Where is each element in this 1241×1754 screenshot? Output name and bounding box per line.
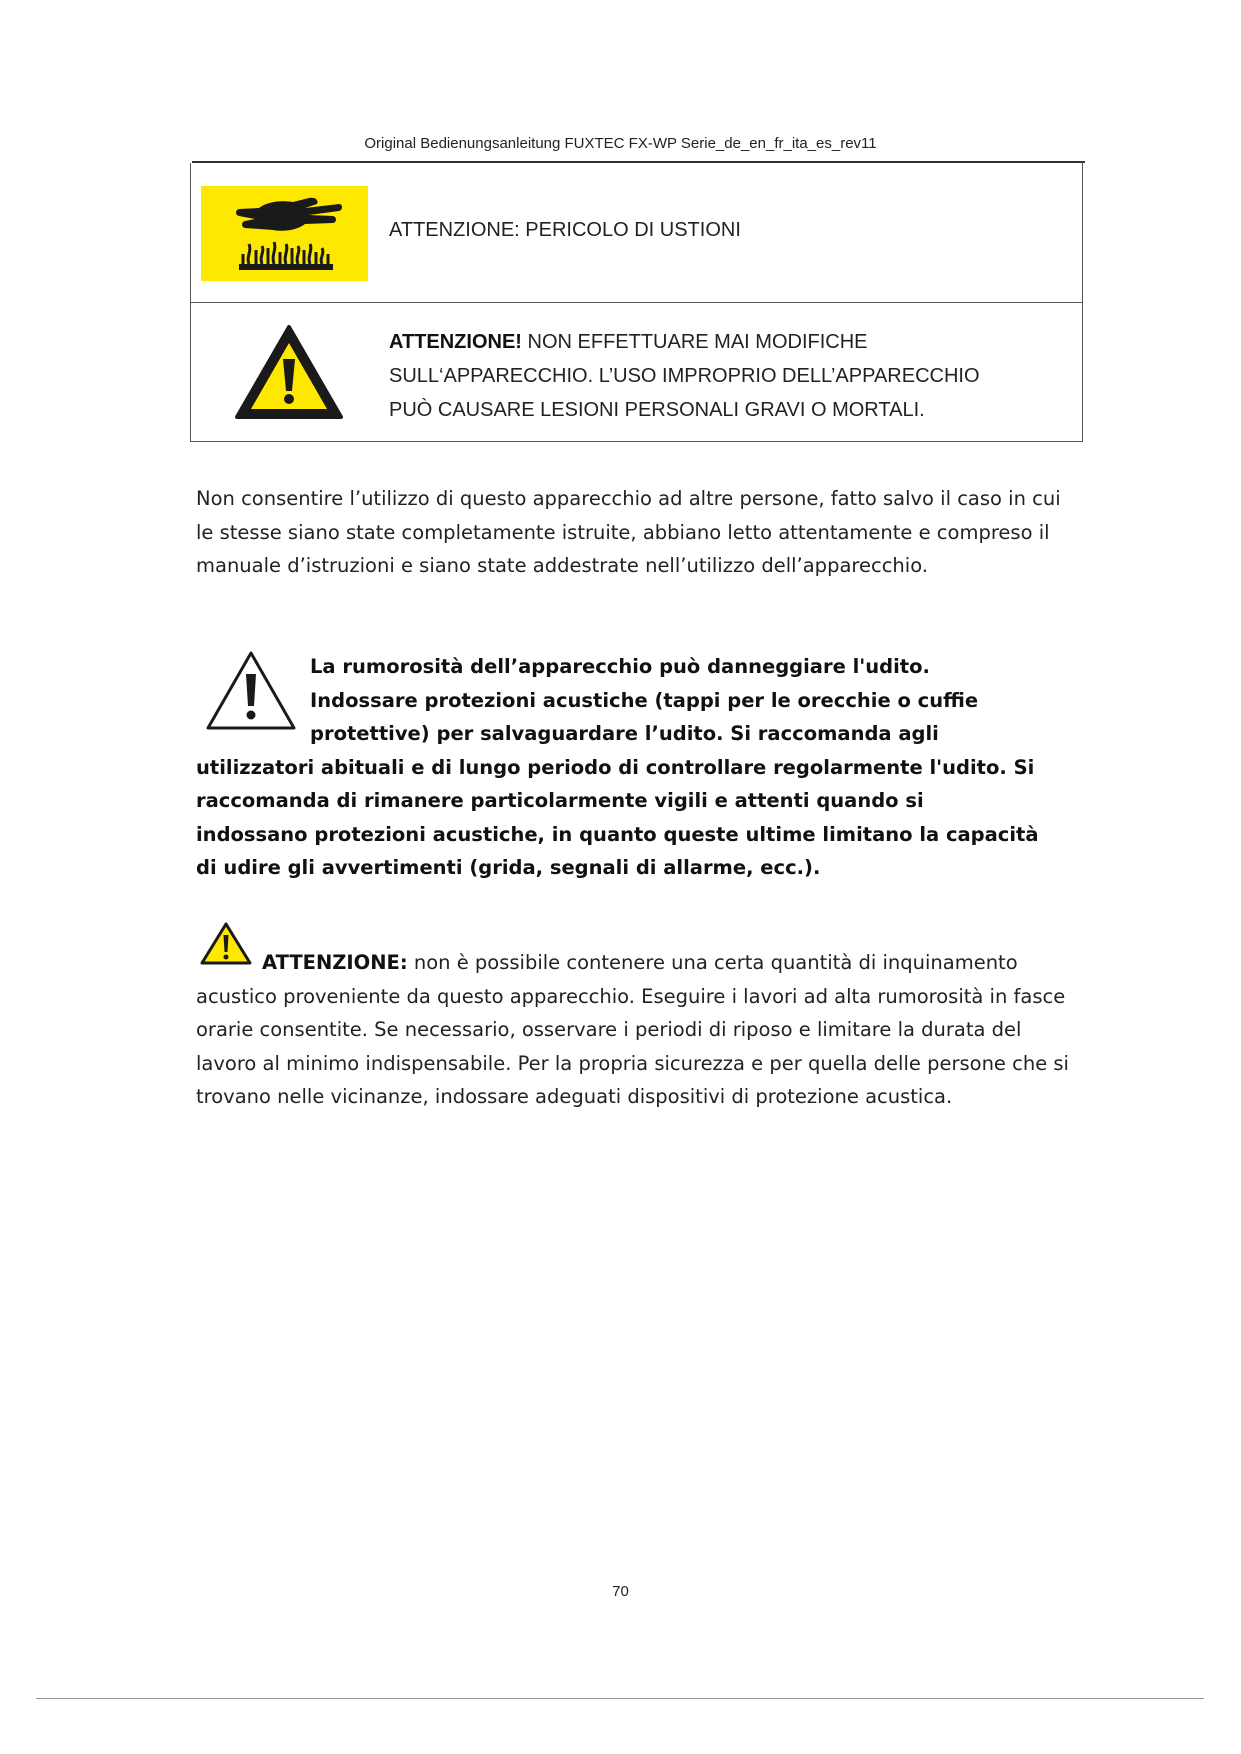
attention-lead: ATTENZIONE! <box>389 331 522 353</box>
modification-warning-line1: ATTENZIONE! NON EFFETTUARE MAI MODIFICHE <box>389 331 868 353</box>
noise-line3: protettive) per salvaguardare l’udito. Si raccomanda agli <box>310 722 939 745</box>
noise-warning-text <box>196 650 1096 885</box>
noise-pollution-line1: ATTENZIONE: non è possibile contenere una certa quantità di inquinamento <box>262 951 1018 974</box>
noise-line1: La rumorosità dell’apparecchio può danneggiare l'udito. <box>310 655 930 678</box>
noise-line6: indossano protezioni acustiche, in quanto queste ultime limitano la capacità <box>196 822 1039 846</box>
modification-warning-line3: PUÒ CAUSARE LESIONI PERSONALI GRAVI O MORTALI. <box>389 399 925 421</box>
noise-pollution-line3: orarie consentite. Se necessario, osservare i periodi di riposo e limitare la durata del <box>196 1018 1022 1041</box>
usage-line3: manuale d’istruzioni e siano state addestrate nell’utilizzo dell’apparecchio. <box>196 554 928 577</box>
hazard-triangle-icon <box>233 323 345 423</box>
noise-pollution-line5: trovano nelle vicinanze, indossare adeguati dispositivi di protezione acustica. <box>196 1085 953 1108</box>
noise-pollution-paragraph <box>196 946 1096 1114</box>
modification-warning-row <box>191 303 1082 441</box>
warning-table <box>190 163 1083 442</box>
modification-warning-line2: SULL‘APPARECCHIO. L’USO IMPROPRIO DELL’APPARECCHIO <box>389 365 980 387</box>
noise-line2: Indossare protezioni acustiche (tappi per le orecchie o cuffie <box>310 688 979 712</box>
page-number: 70 <box>612 1583 629 1600</box>
noise-line4: utilizzatori abituali e di lungo periodo di controllare regolarmente l'udito. Si <box>196 755 1035 779</box>
burn-warning-text: ATTENZIONE: PERICOLO DI USTIONI <box>389 219 741 241</box>
attention-label: ATTENZIONE: <box>262 951 408 974</box>
modification-warning-text <box>389 325 1059 427</box>
footer-divider <box>36 1698 1204 1699</box>
document-header: Original Bedienungsanleitung FUXTEC FX-WP Serie_de_en_fr_ita_es_rev11 <box>364 135 877 152</box>
burn-warning-row <box>191 163 1082 303</box>
noise-line5: raccomanda di rimanere particolarmente vigili e attenti quando si <box>196 789 924 812</box>
usage-line1: Non consentire l’utilizzo di questo apparecchio ad altre persone, fatto salvo il caso in cui <box>196 487 1061 510</box>
usage-line2: le stesse siano state completamente istruite, abbiano letto attentamente e compreso il <box>196 520 1050 544</box>
hot-surface-icon <box>201 186 368 281</box>
noise-pollution-line4: lavoro al minimo indispensabile. Per la propria sicurezza e per quella delle persone che si <box>196 1051 1069 1075</box>
noise-pollution-line2: acustico proveniente da questo apparecchio. Eseguire i lavori ad alta rumorosità in fasce <box>196 984 1066 1008</box>
usage-paragraph <box>196 482 1096 583</box>
noise-line7: di udire gli avvertimenti (grida, segnali di allarme, ecc.). <box>196 856 821 879</box>
